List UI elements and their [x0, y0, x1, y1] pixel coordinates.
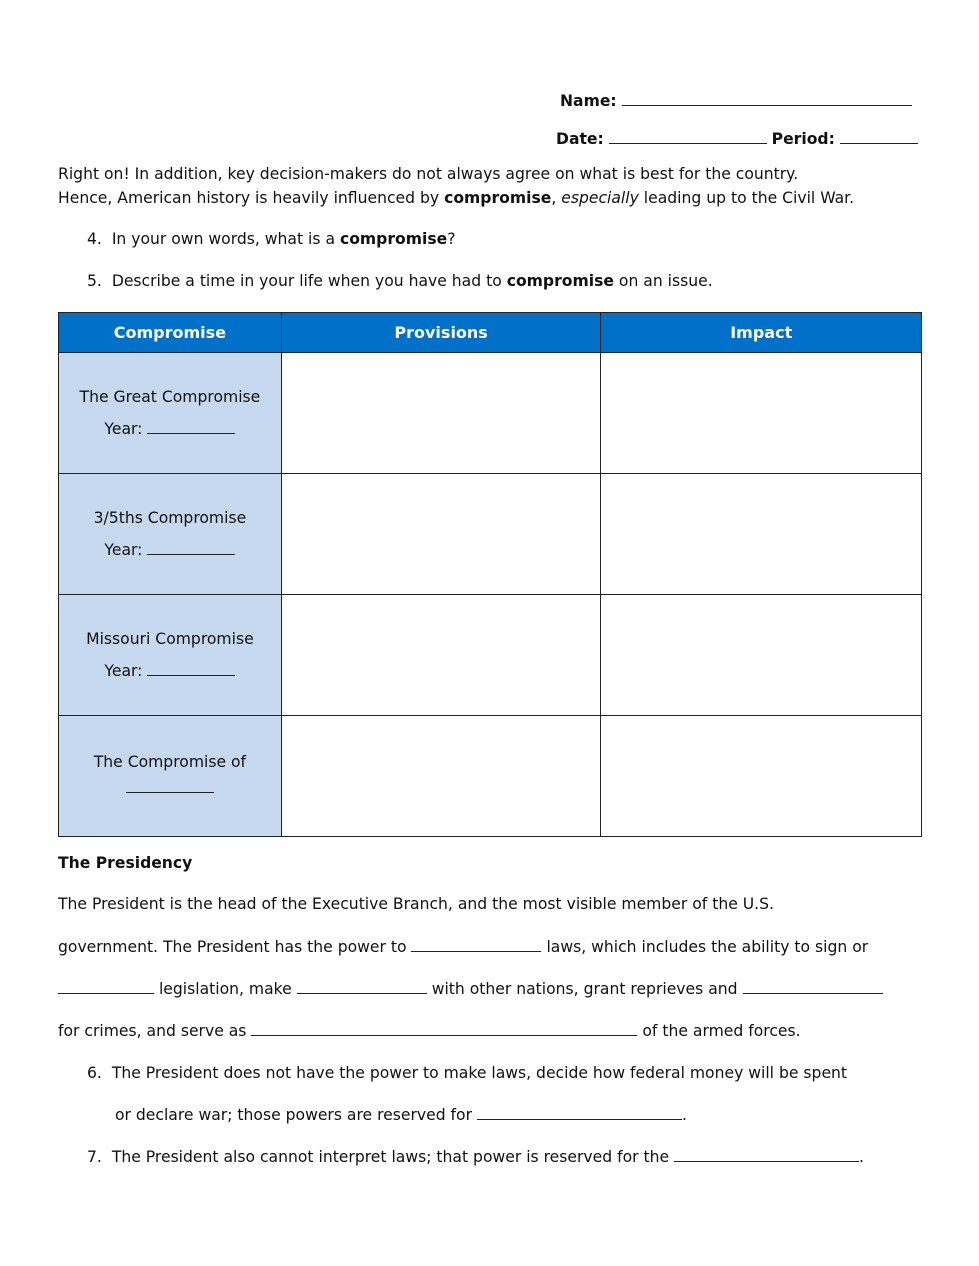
- intro-line-2: Hence, American history is heavily influenced by compromise, especially leading up to the Civil War.: [58, 189, 855, 207]
- header-compromise: Compromise: [59, 313, 282, 353]
- compromise-cell: Missouri Compromise Year:: [59, 595, 282, 716]
- compromise-table: [58, 312, 922, 837]
- impact-cell[interactable]: [601, 716, 922, 837]
- compromise-cell: The Great Compromise Year:: [59, 353, 282, 474]
- table-row: [59, 595, 922, 716]
- question-4: 4. In your own words, what is a compromise?: [87, 230, 456, 248]
- question-7: 7. The President also cannot interpret laws; that power is reserved for the .: [87, 1148, 865, 1166]
- name-field[interactable]: [560, 91, 912, 111]
- table-row: [59, 353, 922, 474]
- question-5: 5. Describe a time in your life when you have had to compromise on an issue.: [87, 272, 713, 290]
- provisions-cell[interactable]: [281, 474, 601, 595]
- period-label: Period:: [771, 130, 835, 148]
- name-label: Name:: [560, 92, 617, 110]
- impact-cell[interactable]: [601, 595, 922, 716]
- impact-cell[interactable]: [601, 353, 922, 474]
- date-label: Date:: [556, 130, 604, 148]
- compromise-cell: The Compromise of: [59, 716, 282, 837]
- question-6: 6. The President does not have the power to make laws, decide how federal money will be spent: [87, 1064, 848, 1082]
- presidency-line-3: legislation, make with other nations, grant reprieves and: [58, 979, 883, 999]
- presidency-line-2: government. The President has the power to laws, which includes the ability to sign or: [58, 938, 869, 956]
- table-header-row: [59, 313, 922, 353]
- date-period-fields[interactable]: [556, 129, 918, 149]
- table-row: [59, 716, 922, 837]
- presidency-line-4: for crimes, and serve as of the armed forces.: [58, 1022, 801, 1040]
- presidency-line-1: The President is the head of the Executive Branch, and the most visible member of the U.S.: [58, 895, 774, 913]
- provisions-cell[interactable]: [281, 353, 601, 474]
- provisions-cell[interactable]: [281, 595, 601, 716]
- header-impact: Impact: [601, 313, 922, 353]
- question-6-cont: or declare war; those powers are reserved for .: [115, 1106, 687, 1124]
- impact-cell[interactable]: [601, 474, 922, 595]
- compromise-cell: 3/5ths Compromise Year:: [59, 474, 282, 595]
- provisions-cell[interactable]: [281, 716, 601, 837]
- presidency-heading: The Presidency: [58, 854, 193, 872]
- table-row: [59, 474, 922, 595]
- header-provisions: Provisions: [281, 313, 601, 353]
- intro-line-1: Right on! In addition, key decision-makers do not always agree on what is best for the country.: [58, 165, 799, 183]
